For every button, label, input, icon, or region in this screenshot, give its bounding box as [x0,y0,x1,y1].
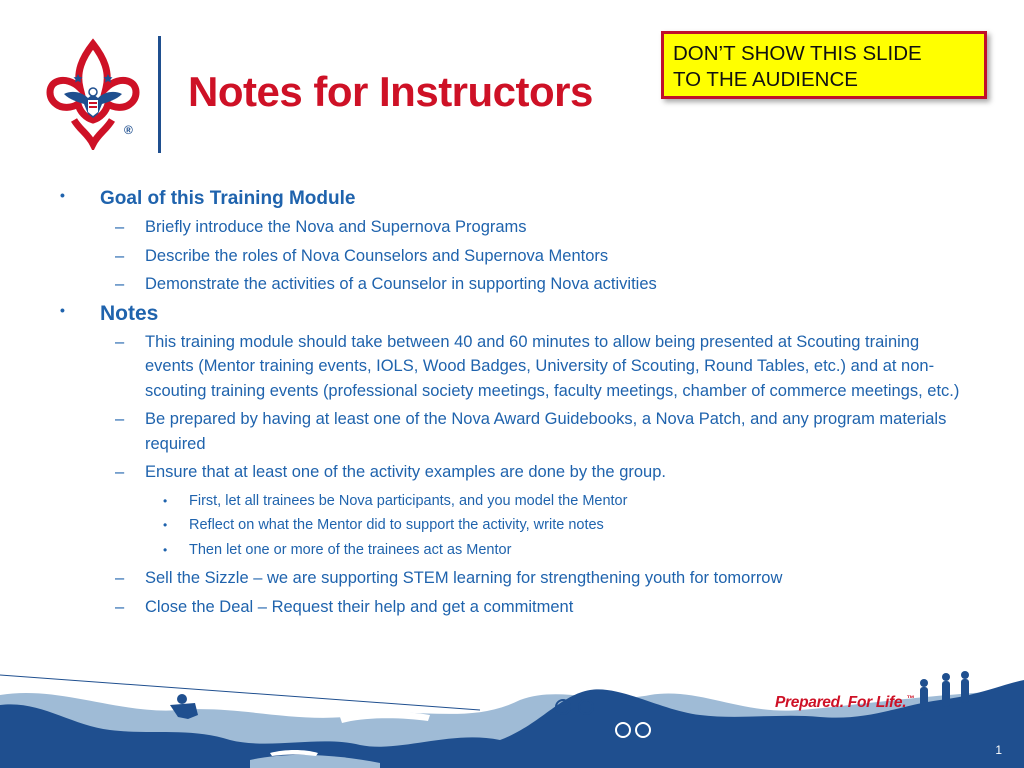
dash-marker: – [115,275,125,293]
slide-title: Notes for Instructors [188,68,593,115]
notes-subitem [60,513,970,538]
notes-subitem [60,489,970,514]
goal-item-text: Describe the roles of Nova Counselors and Supernova Mentors [145,246,609,265]
bullet-notes [60,301,970,327]
goal-item [60,215,970,240]
notes-subitem [60,538,970,563]
dash-marker: – [115,218,125,236]
dash-marker: – [115,332,125,351]
notes-item [60,407,970,456]
warning-box [661,31,987,99]
dash-marker: – [115,410,125,428]
bullet-marker: • [60,187,65,203]
goal-item-text: Demonstrate the activities of a Counselor in supporting Nova activities [145,275,657,293]
notes-item-text: This training module should take between 40 and 60 minutes to allow being presented at Scouting training events (Mentor training events, IOLS, Wood Badges, University of Scouting, Round Tables, etc.) and at non-scouting training events (professional society meetings, faculty meetings, chamber of commerce meetings, etc.) [145,332,960,400]
warning-line-2: TO THE AUDIENCE [673,68,858,91]
notes-item-text: Ensure that at least one of the activity examples are done by the group. [145,463,666,481]
dash-marker: – [115,246,125,265]
tagline-text: Prepared. For Life. [775,694,907,712]
dash-marker: – [115,597,125,616]
sub-bullet-marker: • [163,493,168,508]
trademark: ™ [906,694,914,703]
notes-item-text: Close the Deal – Request their help and get a commitment [145,597,574,616]
sub-bullet-marker: • [163,542,168,557]
goal-item-text: Briefly introduce the Nova and Supernova Programs [145,218,527,236]
warning-line-1: DON’T SHOW THIS SLIDE [673,42,922,65]
notes-item [60,460,970,485]
page-number: 1 [995,743,1002,757]
bsa-fleur-de-lis-logo [44,38,142,150]
goal-heading: Goal of this Training Module [100,188,356,209]
notes-item-text: Sell the Sizzle – we are supporting STEM learning for strengthening youth for tomorrow [145,569,783,587]
notes-subitem-text: Then let one or more of the trainees act as Mentor [189,541,512,558]
slide-content [60,186,970,623]
goal-item [60,244,970,269]
goal-item [60,272,970,297]
notes-heading: Notes [100,301,159,325]
notes-item [60,330,970,404]
registered-mark: ® [124,123,133,137]
sub-bullet-marker: • [163,518,168,532]
dash-marker: – [115,569,125,587]
dash-marker: – [115,463,125,481]
bullet-goal [60,186,970,212]
notes-subitem-text: Reflect on what the Mentor did to support the activity, write notes [189,517,604,533]
notes-subitem-text: First, let all trainees be Nova participants, and you model the Mentor [189,492,628,509]
notes-item [60,566,970,591]
title-divider [158,36,161,153]
tagline [775,694,914,712]
notes-item [60,595,970,620]
notes-item-text: Be prepared by having at least one of the Nova Award Guidebooks, a Nova Patch, and any program materials required [145,410,947,453]
bullet-marker: • [60,301,65,318]
